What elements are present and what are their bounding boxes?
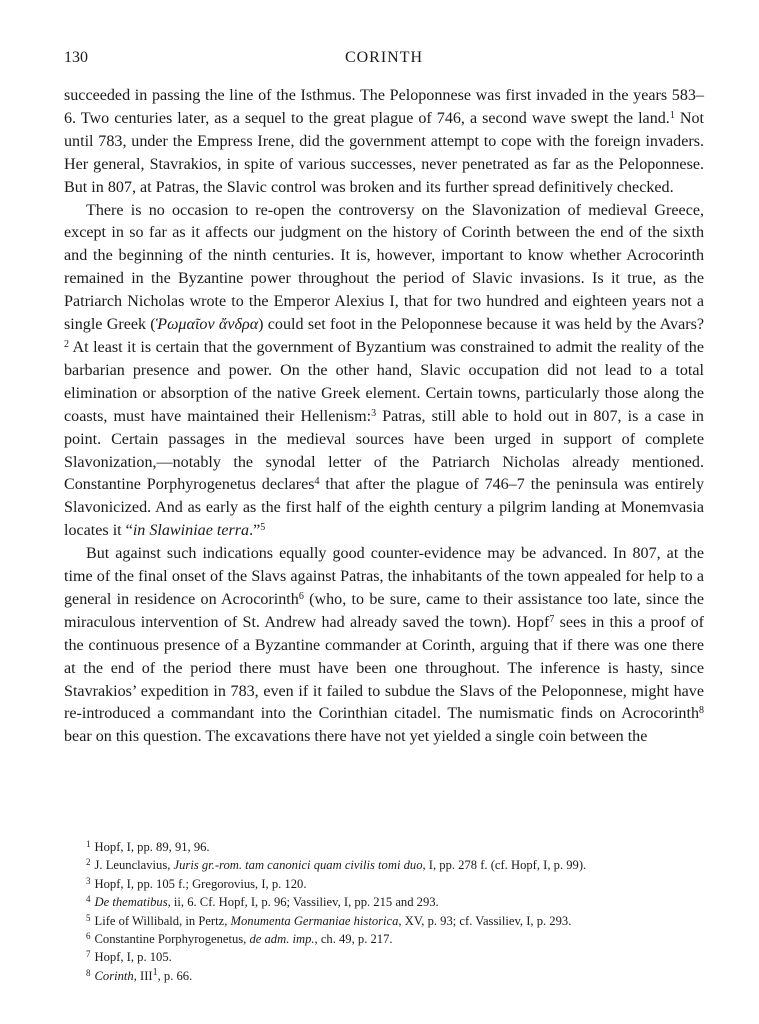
- text-run: sees in this a proof of the continuous presence of a Byzantine commander at Corinth, arguing that if there was one there at the end of the period there must have been one throughout. The inference is hasty, since Stavrakios’ expedition in 783, even if it failed to subdue the Slavs of the Peloponnese, might have re-introduced a commandant into the Corinthian citadel. The numismatic finds on Acrocorinth: [64, 613, 704, 723]
- footnote: [86, 948, 706, 966]
- text-run: Life of Willibald, in Pertz,: [94, 913, 231, 928]
- text-run: , XV, p. 93; cf. Vassiliev, I, p. 293.: [398, 913, 572, 928]
- footnote-number: 6: [86, 931, 91, 942]
- text-run: At least it is certain that the government of Byzantium was constrained to admit the reality of the barbarian presence and power. On the other hand, Slavic occupation did not lead to a total elimination or absorption of the native Greek element. Certain towns, particularly those along the coasts, must have maintained their Hellenism:: [64, 338, 704, 425]
- paragraph: [64, 543, 704, 749]
- paragraph: [64, 200, 704, 544]
- page-number: 130: [64, 49, 88, 66]
- text-run: Constantine Porphyrogenetus,: [94, 932, 250, 947]
- text-run: But against such indications equally good counter-evidence may be advanced. In 807, at the time of the final onset of the Slavs against Patras, the inhabitants of the town appealed for help to a general in residence on Acrocorinth: [64, 545, 704, 608]
- italic-text: in Slawiniae terra: [132, 522, 250, 540]
- italic-text: Monumenta Germaniae historica: [230, 913, 399, 928]
- footnote-reference: 6: [298, 590, 304, 602]
- text-run: succeeded in passing the line of the Isthmus. The Peloponnese was first invaded in the years 583–6. Two centuries later, as a sequel to the great plague of 746, a second wave swept the land.: [64, 87, 704, 127]
- footnote-number: 4: [86, 894, 91, 905]
- footnote-reference: 5: [260, 522, 266, 534]
- footnote-reference: 4: [314, 476, 320, 488]
- text-run: that after the plague of 746–7 the peninsula was entirely Slavonicized. And as early as the first half of the eighth century a pilgrim landing at Monemvasia locates it “: [64, 476, 704, 540]
- italic-text: Ῥωμαῖον ἄνδρα: [155, 316, 259, 334]
- footnote: [86, 856, 706, 874]
- text-run: , p. 66.: [157, 968, 193, 983]
- running-title: CORINTH: [344, 49, 424, 66]
- text-run: J. Leunclavius,: [94, 858, 174, 873]
- text-run: There is no occasion to re-open the controversy on the Slavonization of medieval Greece, except in so far as it affects our judgment on the history of Corinth between the end of the sixth and the beginning of the ninth centuries. It is, however, important to know whether Acrocorinth remained in the Byzantine power throughout the period of Slavic invasions. Is it true, as the Patriarch Nicholas wrote to the Emperor Alexius I, that for two hundred and eighteen years not a single Greek (: [64, 201, 704, 334]
- text-run: Hopf, I, p. 105.: [94, 950, 172, 965]
- footnote-reference: 3: [371, 407, 377, 419]
- italic-text: Corinth: [94, 968, 134, 983]
- text-run: .”: [249, 522, 261, 540]
- text-run: Hopf, I, pp. 105 f.; Gregorovius, I, p. 120.: [94, 876, 307, 891]
- page-header: [64, 49, 704, 73]
- footnote-reference: 1: [669, 109, 675, 121]
- footnote-reference: 7: [549, 613, 555, 625]
- text-run: (who, to be sure, came to their assistance too late, since the miraculous intervention of St. Andrew had already saved the town). Hopf: [64, 590, 704, 631]
- text-run: ) could set foot in the Peloponnese because it was held by the Avars?: [258, 316, 705, 334]
- text-run: Not until 783, under the Empress Irene, did the government attempt to cope with the foreign invaders. Her general, Stavrakios, in spite of various successes, never penetrated as far as the Peloponnese. But in 807, at Patras, the Slavic control was broken and its further spread definitively checked.: [64, 109, 704, 196]
- footnote: [86, 967, 706, 985]
- footnote-reference: 1: [152, 966, 158, 978]
- footnote-number: 7: [86, 949, 91, 960]
- text-run: Hopf, I, pp. 89, 91, 96.: [94, 840, 210, 854]
- paragraph: [64, 85, 704, 200]
- footnote: [86, 838, 706, 856]
- footnotes: [86, 838, 706, 985]
- footnote: [86, 875, 706, 893]
- footnote-number: 2: [86, 857, 91, 868]
- body-text: [64, 85, 704, 749]
- text-run: , III: [133, 968, 153, 983]
- footnote-reference: 2: [64, 338, 69, 350]
- footnote-number: 5: [86, 912, 91, 923]
- text-run: Patras, still able to hold out in 807, is a case in point. Certain passages in the medieval sources have been urged in support of complete Slavonization,—notably the synodal letter of the Patriarch Nicholas already mentioned. Constantine Porphyrogenetus declares: [64, 407, 704, 494]
- footnote-number: 1: [86, 839, 91, 849]
- italic-text: de adm. imp.: [249, 932, 315, 947]
- footnote-number: 3: [86, 875, 91, 886]
- text-run: bear on this question. The excavations there have not yet yielded a single coin between the: [64, 728, 648, 746]
- footnote-reference: 8: [699, 705, 704, 717]
- footnote: [86, 893, 706, 911]
- text-run: , I, pp. 278 f. (cf. Hopf, I, p. 99).: [422, 858, 587, 873]
- footnote: [86, 930, 706, 948]
- text-run: , ii, 6. Cf. Hopf, I, p. 96; Vassiliev, I, pp. 215 and 293.: [167, 895, 439, 910]
- italic-text: Juris gr.-rom. tam canonici quam civilis tomi duo: [173, 858, 423, 873]
- footnote-number: 8: [86, 967, 91, 978]
- italic-text: De thematibus: [94, 895, 168, 910]
- text-run: , ch. 49, p. 217.: [314, 932, 393, 947]
- footnote: [86, 912, 706, 930]
